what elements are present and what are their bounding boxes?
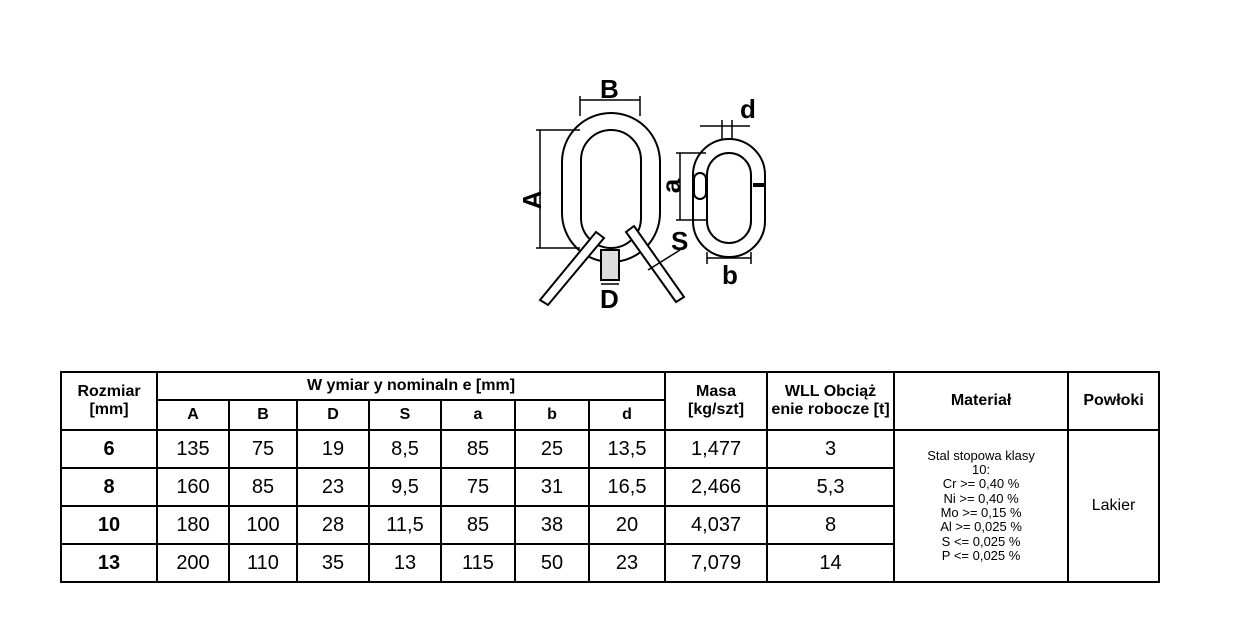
material-line: Ni >= 0,40 % xyxy=(943,490,1019,506)
label-S: S xyxy=(671,226,689,256)
cell-b: 38 xyxy=(515,506,589,544)
cell-wll: 5,3 xyxy=(767,468,894,506)
cell-b: 50 xyxy=(515,544,589,582)
subheader-A: A xyxy=(157,400,229,430)
cell-mass: 4,037 xyxy=(665,506,767,544)
label-D: D xyxy=(600,284,619,314)
cell-size: 10 xyxy=(61,506,157,544)
label-B: B xyxy=(600,74,619,104)
cell-wll: 3 xyxy=(767,430,894,468)
subheader-d: d xyxy=(589,400,665,430)
cell-S: 11,5 xyxy=(369,506,441,544)
cell-S: 13 xyxy=(369,544,441,582)
cell-d: 16,5 xyxy=(589,468,665,506)
cell-size: 13 xyxy=(61,544,157,582)
subheader-B: B xyxy=(229,400,297,430)
cell-D: 19 xyxy=(297,430,369,468)
cell-mass: 2,466 xyxy=(665,468,767,506)
cell-wll: 14 xyxy=(767,544,894,582)
label-b: b xyxy=(722,260,738,290)
subheader-b: b xyxy=(515,400,589,430)
header-coating: Powłoki xyxy=(1068,372,1159,430)
spec-table xyxy=(60,371,1160,583)
cell-b: 31 xyxy=(515,468,589,506)
label-a: a xyxy=(656,178,686,194)
cell-a: 75 xyxy=(441,468,515,506)
material-line: P <= 0,025 % xyxy=(941,547,1021,563)
material-line: Cr >= 0,40 % xyxy=(942,476,1020,492)
cell-D: 35 xyxy=(297,544,369,582)
cell-S: 8,5 xyxy=(369,430,441,468)
cell-B: 110 xyxy=(229,544,297,582)
header-mass: Masa [kg/szt] xyxy=(665,372,767,430)
cell-b: 25 xyxy=(515,430,589,468)
cell-D: 23 xyxy=(297,468,369,506)
material-line: 10: xyxy=(972,462,991,478)
subheader-a: a xyxy=(441,400,515,430)
material-line: Stal stopowa klasy xyxy=(927,447,1035,463)
subheader-D: D xyxy=(297,400,369,430)
subheader-S: S xyxy=(369,400,441,430)
cell-A: 135 xyxy=(157,430,229,468)
cell-S: 9,5 xyxy=(369,468,441,506)
label-A: A xyxy=(517,190,547,210)
cell-size: 6 xyxy=(61,430,157,468)
cell-mass: 7,079 xyxy=(665,544,767,582)
master-link-shape xyxy=(562,113,660,262)
cell-a: 85 xyxy=(441,506,515,544)
cell-d: 13,5 xyxy=(589,430,665,468)
cell-B: 100 xyxy=(229,506,297,544)
cell-B: 75 xyxy=(229,430,297,468)
cell-A: 200 xyxy=(157,544,229,582)
cell-mass: 1,477 xyxy=(665,430,767,468)
material-line: Al >= 0,025 % xyxy=(940,519,1022,535)
cell-d: 23 xyxy=(589,544,665,582)
cell-B: 85 xyxy=(229,468,297,506)
cell-a: 115 xyxy=(441,544,515,582)
table-row xyxy=(61,430,1159,468)
header-material: Materiał xyxy=(894,372,1068,430)
header-size: Rozmiar [mm] xyxy=(61,372,157,430)
cell-size: 8 xyxy=(61,468,157,506)
cell-d: 20 xyxy=(589,506,665,544)
header-dimensions: W ymiar y nominaln e [mm] xyxy=(157,372,665,400)
material-line: S <= 0,025 % xyxy=(941,533,1021,549)
cell-D: 28 xyxy=(297,506,369,544)
cell-a: 85 xyxy=(441,430,515,468)
cell-A: 160 xyxy=(157,468,229,506)
material-line: Mo >= 0,15 % xyxy=(940,505,1022,520)
cell-coating: Lakier xyxy=(1068,430,1159,582)
label-d: d xyxy=(740,94,756,124)
cell-wll: 8 xyxy=(767,506,894,544)
cell-material xyxy=(894,430,1068,582)
small-link-shape xyxy=(693,139,765,257)
cell-A: 180 xyxy=(157,506,229,544)
header-wll: WLL Obciąż enie robocze [t] xyxy=(767,372,894,430)
